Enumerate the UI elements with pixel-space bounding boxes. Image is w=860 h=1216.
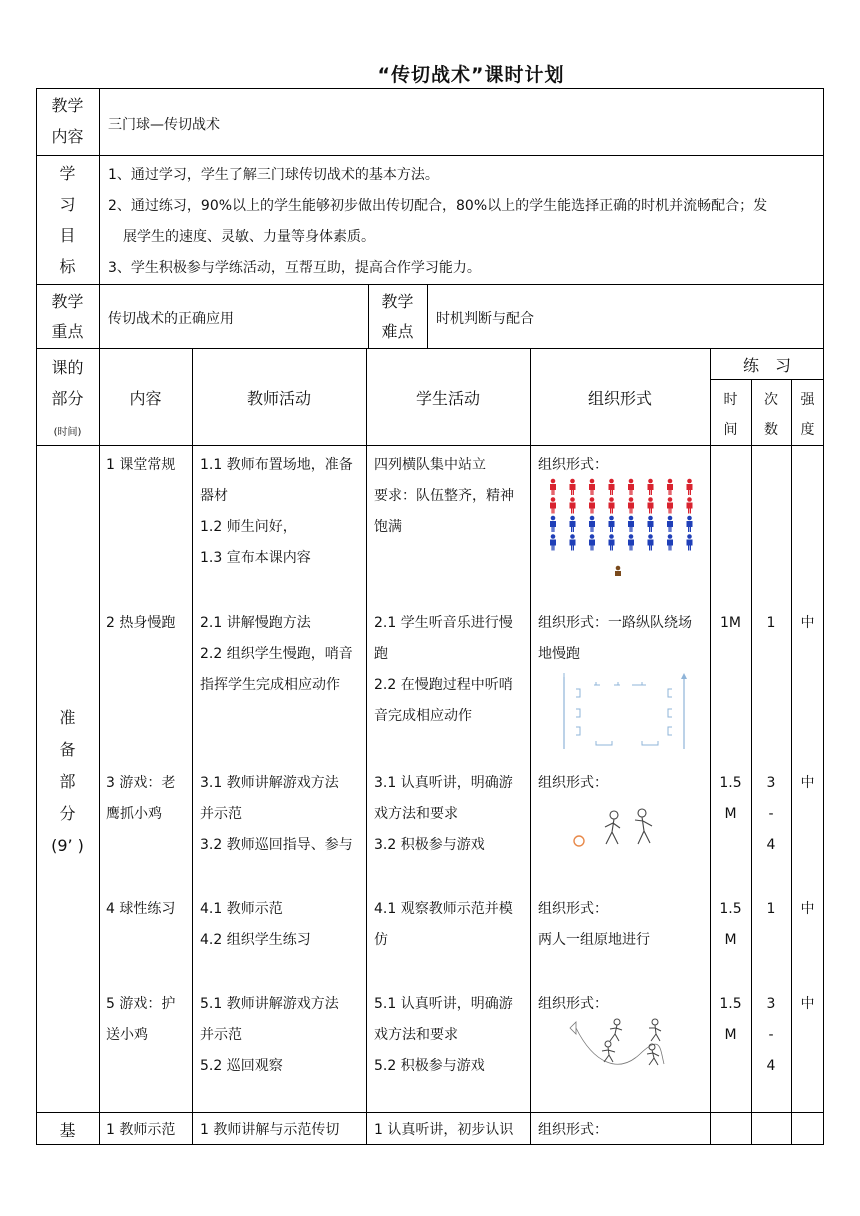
escort-sketch — [564, 1014, 674, 1074]
basic-org: 组织形式： — [538, 1122, 608, 1138]
student-figure — [667, 479, 673, 495]
activity-3-teacher: 3.1 教师讲解游戏方法 并示范 3.2 教师巡回指导、参与 — [200, 775, 353, 853]
difficulty-value: 时机判断与配合 — [436, 311, 534, 327]
student-figure — [667, 516, 673, 532]
activity-4-count: 1 — [766, 901, 776, 917]
student-figure — [609, 516, 615, 532]
student-figure — [550, 497, 556, 513]
student-figure — [550, 534, 556, 550]
header-part: 课的 部分 — [51, 358, 84, 408]
header-content: 内容 — [129, 389, 162, 408]
lesson-plan-table — [36, 88, 824, 1145]
activity-3-count: 3 - 4 — [766, 775, 776, 853]
activity-5-student: 5.1 认真听讲，明确游 戏方法和要求 5.2 积极参与游戏 — [374, 996, 513, 1074]
student-figure — [609, 479, 615, 495]
court-sketch — [556, 671, 691, 756]
activity-2-teacher: 2.1 讲解慢跑方法 2.2 组织学生慢跑，哨音 指挥学生完成相应动作 — [200, 615, 353, 693]
header-practice: 练 习 — [742, 356, 791, 375]
difficulty-label: 教学 难点 — [381, 292, 414, 341]
student-figure — [648, 516, 654, 532]
student-figure — [687, 497, 693, 513]
student-figure — [628, 534, 634, 550]
activity-4-student: 4.1 观察教师示范并模 仿 — [374, 901, 513, 948]
activity-4-intensity: 中 — [800, 901, 815, 917]
game-eagle-diagram — [568, 806, 658, 860]
game-escort-diagram — [564, 1014, 674, 1078]
goals-list — [108, 160, 820, 284]
basic-teacher: 1 教师讲解与示范传切 — [200, 1122, 340, 1138]
activity-5-content: 5 游戏：护 送小鸡 — [106, 996, 176, 1043]
activity-3-time: 1.5 M — [719, 775, 742, 822]
activity-2-intensity: 中 — [800, 615, 815, 631]
student-figure — [628, 516, 634, 532]
activity-4-time: 1.5 M — [719, 901, 742, 948]
jogging-field-diagram — [556, 671, 691, 760]
student-figure — [589, 516, 595, 532]
four-row-formation — [546, 476, 696, 576]
header-count: 次 数 — [764, 392, 778, 438]
activity-2-count: 1 — [766, 615, 776, 631]
header-part-sub: (时间) — [53, 427, 82, 438]
activity-4-org: 组织形式： 两人一组原地进行 — [538, 901, 650, 948]
activity-3-org: 组织形式： — [538, 775, 608, 791]
activity-2-time: 1M — [720, 615, 741, 631]
goal-item: 1、通过学习，学生了解三门球传切战术的基本方法。 — [108, 167, 439, 183]
student-figure — [589, 534, 595, 550]
section-prep-label: 准 备 部 分 (9’ ) — [51, 708, 84, 855]
key-point-label: 教学 重点 — [51, 292, 84, 341]
student-figure — [648, 534, 654, 550]
student-figure — [687, 479, 693, 495]
basic-content: 1 教师示范 — [106, 1122, 176, 1138]
content-label: 教学 内容 — [51, 96, 84, 146]
basic-student: 1 认真听讲，初步认识 — [374, 1122, 514, 1138]
activity-3-student: 3.1 认真听讲，明确游 戏方法和要求 3.2 积极参与游戏 — [374, 775, 513, 853]
student-figure — [570, 479, 576, 495]
student-figure — [570, 516, 576, 532]
activity-2-org: 组织形式：一路纵队绕场 地慢跑 — [538, 615, 692, 662]
activity-5-intensity: 中 — [800, 996, 815, 1012]
players-sketch — [568, 806, 658, 856]
student-figure — [687, 516, 693, 532]
student-figure — [589, 497, 595, 513]
formation-diagram — [546, 476, 696, 580]
student-figure — [589, 479, 595, 495]
goal-item: 3、学生积极参与学练活动，互帮互助，提高合作学习能力。 — [108, 260, 481, 276]
student-figure — [550, 516, 556, 532]
student-figure — [667, 534, 673, 550]
student-figure — [628, 479, 634, 495]
student-figure — [667, 497, 673, 513]
activity-5-time: 1.5 M — [719, 996, 742, 1043]
activity-1-org: 组织形式： — [538, 457, 608, 473]
student-figure — [570, 534, 576, 550]
activity-4-teacher: 4.1 教师示范 4.2 组织学生练习 — [200, 901, 311, 948]
activity-4-content: 4 球性练习 — [106, 901, 176, 917]
teacher-figure — [615, 566, 621, 576]
activity-5-teacher: 5.1 教师讲解游戏方法 并示范 5.2 巡回观察 — [200, 996, 339, 1074]
activity-5-org: 组织形式： — [538, 996, 608, 1012]
student-figure — [609, 497, 615, 513]
activity-2-content: 2 热身慢跑 — [106, 615, 176, 631]
content-value: 三门球—传切战术 — [108, 117, 220, 133]
student-figure — [648, 497, 654, 513]
key-point-value: 传切战术的正确应用 — [108, 311, 234, 327]
student-figure — [687, 534, 693, 550]
header-student: 学生活动 — [415, 389, 480, 408]
activity-3-intensity: 中 — [800, 775, 815, 791]
section-basic-label: 基 — [59, 1121, 76, 1140]
student-figure — [648, 479, 654, 495]
header-organization: 组织形式 — [587, 389, 652, 408]
goal-item: 展学生的速度、灵敏、力量等身体素质。 — [123, 229, 375, 245]
header-intensity: 强 度 — [800, 392, 815, 438]
activity-2-student: 2.1 学生听音乐进行慢 跑 2.2 在慢跑过程中听哨 音完成相应动作 — [374, 615, 513, 724]
activity-1-student: 四列横队集中站立 要求：队伍整齐，精神 饱满 — [374, 457, 514, 535]
activity-5-count: 3 - 4 — [766, 996, 776, 1074]
activity-1-content: 1 课堂常规 — [106, 457, 176, 473]
goals-label: 学 习 目 标 — [59, 164, 76, 276]
student-figure — [628, 497, 634, 513]
header-teacher: 教师活动 — [246, 389, 311, 408]
student-figure — [570, 497, 576, 513]
page-title: “传切战术”课时计划 — [377, 64, 565, 86]
goal-item: 2、通过练习，90%以上的学生能够初步做出传切配合，80%以上的学生能选择正确的时机并流畅配合；发 — [108, 198, 768, 214]
header-time: 时 间 — [723, 392, 738, 438]
activity-1-teacher: 1.1 教师布置场地，准备 器材 1.2 师生问好， 1.3 宣布本课内容 — [200, 457, 353, 566]
student-figure — [550, 479, 556, 495]
activity-3-content: 3 游戏：老 鹰抓小鸡 — [106, 775, 176, 822]
student-figure — [609, 534, 615, 550]
